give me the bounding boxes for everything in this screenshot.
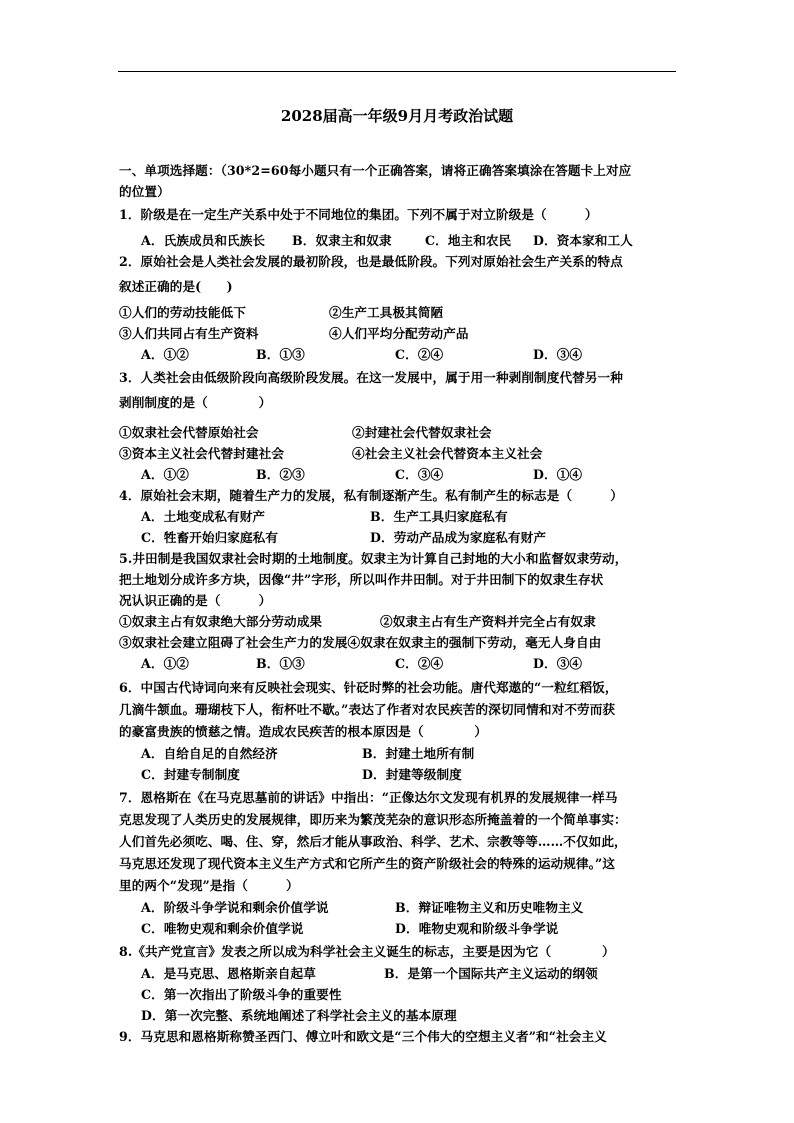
q8-options-row1 <box>119 963 675 984</box>
q6-option-a: A．自给自足的自然经济 <box>141 746 278 761</box>
q7-options-row2 <box>119 918 675 939</box>
q8-option-d: D．第一次完整、系统地阐述了科学社会主义的基本原理 <box>141 1008 457 1023</box>
q2-option-c: C．②④ <box>395 347 444 362</box>
q2-item-1: ①人们的劳动技能低下 <box>119 305 246 320</box>
q8-option-a: A．是马克思、恩格斯亲自起草 <box>141 966 316 981</box>
q6-options-row2 <box>119 764 675 785</box>
q7-stem-cont: 克思发现了人类历史的发展规律，即历来为繁茂芜杂的意识形态所掩盖着的一个简单事实： <box>119 812 627 827</box>
q6-options-row1 <box>119 743 675 764</box>
q2-item-2: ②生产工具极其简陋 <box>329 305 444 320</box>
q5-stem: 5.井田制是我国奴隶社会时期的土地制度。奴隶主为计算自己封地的大小和监督奴隶劳动， <box>119 551 628 566</box>
q6-stem: 6．中国古代诗词向来有反映社会现实、针砭时弊的社会功能。唐代郑遨的“一粒红稻饭， <box>119 680 618 695</box>
q3-option-a: A．①② <box>141 467 189 482</box>
q4-option-a: A．土地变成私有财产 <box>141 509 266 524</box>
q8-option-b: B．是第一个国际共产主义运动的纲领 <box>384 966 598 981</box>
q1-option-d: D．资本家和工人 <box>533 233 633 248</box>
q3-items-row2 <box>119 443 675 464</box>
q1-option-c: C．地主和农民 <box>425 233 512 248</box>
q2-stem-cont: 叙述正确的是( ) <box>119 279 233 294</box>
q3-item-4: ④社会主义社会代替资本主义社会 <box>352 446 543 461</box>
q2-option-b: B．①③ <box>256 347 305 362</box>
q7-stem: 7．恩格斯在《在马克思墓前的讲话》中指出：“正像达尔文发现有机界的发展规律一样马 <box>119 790 618 805</box>
section-heading-cont: 的位置） <box>119 184 170 199</box>
q3-option-d: D．①④ <box>533 467 583 482</box>
q4-stem: 4．原始社会末期，随着生产力的发展，私有制逐渐产生。私有制产生的标志是（ ） <box>119 488 623 503</box>
q1-stem: 1．阶级是在一定生产关系中处于不同地位的集团。下列不属于对立阶级是（ ） <box>119 207 598 222</box>
section-heading: 一、单项选择题：（30*2=60每小题只有一个正确答案，请将正确答案填涂在答题卡上对应 <box>119 163 632 178</box>
q3-item-2: ②封建社会代替奴隶社会 <box>352 425 492 440</box>
q2-items-row1 <box>119 302 675 323</box>
q7-stem-cont: 人们首先必须吃、喝、住、穿，然后才能从事政治、科学、艺术、宗教等等……不仅如此， <box>119 834 627 849</box>
page-title: 2028届高一年级9月月考政治试题 <box>280 107 514 125</box>
q1-options <box>119 230 675 251</box>
q3-option-c: C．③④ <box>395 467 444 482</box>
q5-item-3: ③奴隶社会建立阻碍了社会生产力的发展 <box>119 635 348 650</box>
q4-option-c: C．牲畜开始归家庭私有 <box>141 530 279 545</box>
q2-option-a: A．①② <box>141 347 189 362</box>
q4-options-row2 <box>119 527 675 548</box>
q4-option-b: B．生产工具归家庭私有 <box>370 509 508 524</box>
q6-option-c: C．封建专制制度 <box>141 767 240 782</box>
q2-options <box>119 344 675 365</box>
q7-options-row1 <box>119 897 675 918</box>
exam-content <box>119 160 675 1048</box>
q5-item-4: ④奴隶在奴隶主的强制下劳动，毫无人身自由 <box>347 635 602 650</box>
q1-option-a: A．氏族成员和氏族长 <box>141 233 266 248</box>
q2-option-d: D．③④ <box>533 347 583 362</box>
q1-option-b: B．奴隶主和奴隶 <box>292 233 392 248</box>
q3-item-1: ①奴隶社会代替原始社会 <box>119 425 259 440</box>
q3-stem-cont: 剥削制度的是（ ） <box>119 395 272 410</box>
q5-item-2: ②奴隶主占有生产资料并完全占有奴隶 <box>380 614 596 629</box>
q6-option-b: B．封建土地所有制 <box>362 746 475 761</box>
q7-stem-cont: 马克思还发现了现代资本主义生产方式和它所产生的资产阶级社会的特殊的运动规律。”这 <box>119 856 616 871</box>
q5-options <box>119 653 675 674</box>
q7-stem-cont: 里的两个“发现”是指（ ） <box>119 878 299 893</box>
q6-stem-cont: 几滴牛颔血。珊瑚枝下人，衔杯吐不歇。”表达了作者对农民疾苦的深切同情和对不劳而获 <box>119 702 616 717</box>
q5-stem-cont: 把土地划分成许多方块，因像“井”字形，所以叫作井田制。对于井田制下的奴隶生存状 <box>119 572 604 587</box>
q2-stem: 2．原始社会是人类社会发展的最初阶段，也是最低阶段。下列对原始社会生产关系的特点 <box>119 254 623 269</box>
q5-items-row1 <box>119 611 675 632</box>
q3-options <box>119 464 675 485</box>
q5-items-row2 <box>119 632 675 653</box>
q5-option-a: A．①② <box>141 656 189 671</box>
q9-stem: 9．马克思和恩格斯称赞圣西门、傅立叶和欧文是“三个伟大的空想主义者”和“社会主义 <box>119 1029 607 1044</box>
q3-item-3: ③资本主义社会代替封建社会 <box>119 446 285 461</box>
q5-stem-cont: 况认识正确的是（ ） <box>119 593 272 608</box>
q2-items-row2 <box>119 323 675 344</box>
q6-stem-cont: 的豪富贵族的愤慈之情。造成农民疾苦的根本原因是（ ） <box>119 724 488 739</box>
q7-option-c: C．唯物史观和剩余价值学说 <box>141 921 304 936</box>
q5-option-c: C．②④ <box>395 656 444 671</box>
q4-option-d: D．劳动产品成为家庭私有财产 <box>370 530 547 545</box>
q7-option-d: D．唯物史观和阶级斗争学说 <box>395 921 559 936</box>
q5-item-1: ①奴隶主占有奴隶绝大部分劳动成果 <box>119 614 323 629</box>
q2-item-3: ③人们共同占有生产资料 <box>119 326 259 341</box>
q5-option-d: D．③④ <box>533 656 583 671</box>
q6-option-d: D．封建等级制度 <box>362 767 462 782</box>
q7-option-b: B．辩证唯物主义和历史唯物主义 <box>395 900 584 915</box>
q3-items-row1 <box>119 422 675 443</box>
q5-option-b: B．①③ <box>256 656 305 671</box>
q7-option-a: A．阶级斗争学说和剩余价值学说 <box>141 900 329 915</box>
q8-stem: 8.《共产党宣言》发表之所以成为科学社会主义诞生的标志，主要是因为它（ ） <box>119 944 615 959</box>
q3-stem: 3．人类社会由低级阶段向高级阶段发展。在这一发展中，属于用一种剥削制度代替另一种 <box>119 370 623 385</box>
q8-option-c: C．第一次指出了阶级斗争的重要性 <box>141 987 342 1002</box>
header-rule <box>118 71 676 72</box>
q2-item-4: ④人们平均分配劳动产品 <box>329 326 469 341</box>
q3-option-b: B．②③ <box>256 467 305 482</box>
q4-options-row1 <box>119 506 675 527</box>
